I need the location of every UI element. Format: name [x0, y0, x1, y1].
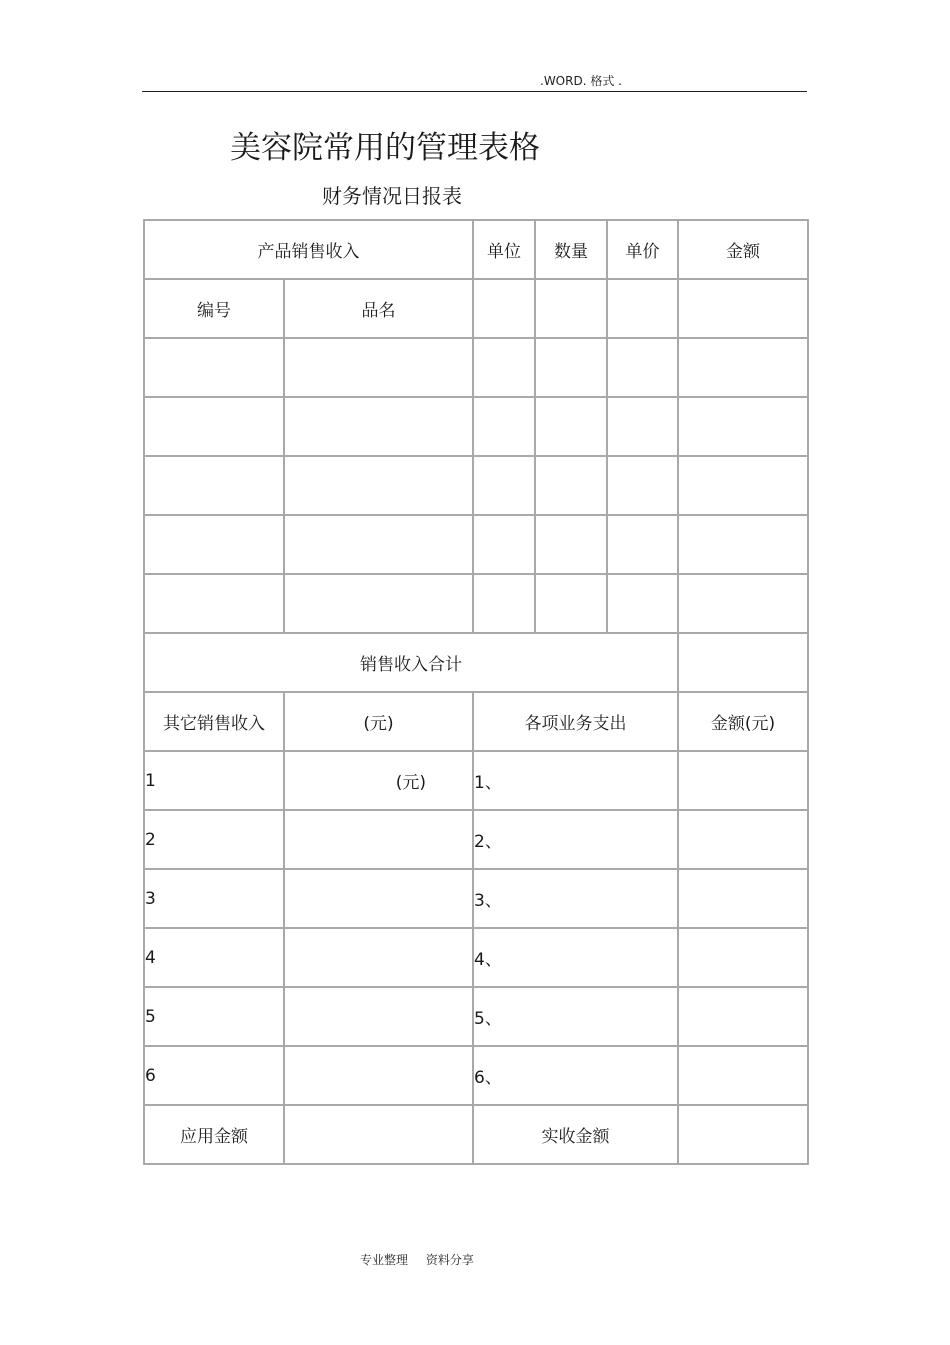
table-cell[interactable]: [535, 456, 607, 515]
header-other-sales: 其它销售收入: [144, 692, 284, 751]
totals-row: [144, 1105, 808, 1164]
due-amount-cell[interactable]: [284, 1105, 473, 1164]
table-cell[interactable]: [473, 574, 535, 633]
table-header-row: [144, 220, 808, 279]
row-number: 5: [144, 987, 284, 1046]
row-number: 2: [144, 810, 284, 869]
header-mark: .WORD. 格式 .: [540, 74, 622, 88]
table-cell[interactable]: [607, 397, 678, 456]
table-cell[interactable]: [473, 515, 535, 574]
row-yuan-cell[interactable]: [284, 928, 473, 987]
sales-total-row: [144, 633, 808, 692]
page-footer: 专业整理 资料分享: [360, 1253, 474, 1267]
expense-item[interactable]: 3、: [473, 869, 678, 928]
row-yuan-cell[interactable]: [284, 869, 473, 928]
header-rule: [142, 91, 807, 92]
table-cell[interactable]: [284, 456, 473, 515]
expense-item[interactable]: 2、: [473, 810, 678, 869]
expense-amount-cell[interactable]: [678, 869, 808, 928]
table-cell[interactable]: [473, 338, 535, 397]
header-code: 编号: [144, 279, 284, 338]
header-amount: 金额: [678, 220, 808, 279]
table-row: [144, 338, 808, 397]
row-yuan-cell[interactable]: [284, 1046, 473, 1105]
table-cell[interactable]: [678, 279, 808, 338]
table-row: [144, 574, 808, 633]
header-amount-yuan: 金额(元): [678, 692, 808, 751]
table-cell[interactable]: [284, 338, 473, 397]
table-cell[interactable]: [473, 397, 535, 456]
table-cell[interactable]: [144, 574, 284, 633]
table-subheader-row: [144, 279, 808, 338]
table-cell[interactable]: [144, 397, 284, 456]
due-amount-label: 应用金额: [144, 1105, 284, 1164]
table-cell[interactable]: [473, 279, 535, 338]
table-cell[interactable]: [607, 515, 678, 574]
table-row: [144, 987, 808, 1046]
table-cell[interactable]: [607, 456, 678, 515]
expense-amount-cell[interactable]: [678, 810, 808, 869]
expense-item[interactable]: 6、: [473, 1046, 678, 1105]
table-cell[interactable]: [535, 397, 607, 456]
table-cell[interactable]: [284, 397, 473, 456]
header-product-sales: 产品销售收入: [144, 220, 473, 279]
table-row: [144, 751, 808, 810]
table-cell[interactable]: [535, 279, 607, 338]
header-quantity: 数量: [535, 220, 607, 279]
sales-total-label: 销售收入合计: [144, 633, 678, 692]
table-cell[interactable]: [284, 515, 473, 574]
header-unit: 单位: [473, 220, 535, 279]
expense-amount-cell[interactable]: [678, 928, 808, 987]
table-cell[interactable]: [678, 338, 808, 397]
row-yuan-cell[interactable]: (元): [284, 751, 473, 810]
page-subtitle: 财务情况日报表: [322, 184, 462, 208]
row-number: 6: [144, 1046, 284, 1105]
received-amount-cell[interactable]: [678, 1105, 808, 1164]
row-yuan-cell[interactable]: [284, 987, 473, 1046]
table-cell[interactable]: [678, 515, 808, 574]
table-cell[interactable]: [607, 574, 678, 633]
table-cell[interactable]: [144, 338, 284, 397]
table-row: [144, 456, 808, 515]
header-unit-price: 单价: [607, 220, 678, 279]
table-cell[interactable]: [678, 397, 808, 456]
table-row: [144, 1046, 808, 1105]
other-header-row: [144, 692, 808, 751]
table-cell[interactable]: [284, 574, 473, 633]
table-cell[interactable]: [607, 338, 678, 397]
table-row: [144, 928, 808, 987]
header-product-name: 品名: [284, 279, 473, 338]
table-cell[interactable]: [144, 456, 284, 515]
row-number: 1: [144, 751, 284, 810]
expense-item[interactable]: 5、: [473, 987, 678, 1046]
expense-item[interactable]: 1、: [473, 751, 678, 810]
table-row: [144, 397, 808, 456]
sales-total-amount-cell[interactable]: [678, 633, 808, 692]
finance-daily-table: [143, 219, 809, 1165]
expense-amount-cell[interactable]: [678, 751, 808, 810]
header-expenses: 各项业务支出: [473, 692, 678, 751]
header-yuan: (元): [284, 692, 473, 751]
table-cell[interactable]: [678, 574, 808, 633]
table-row: [144, 515, 808, 574]
row-yuan-cell[interactable]: [284, 810, 473, 869]
table-cell[interactable]: [535, 338, 607, 397]
table-cell[interactable]: [535, 515, 607, 574]
row-number: 4: [144, 928, 284, 987]
expense-amount-cell[interactable]: [678, 987, 808, 1046]
table-row: [144, 810, 808, 869]
expense-item[interactable]: 4、: [473, 928, 678, 987]
table-cell[interactable]: [535, 574, 607, 633]
table-row: [144, 869, 808, 928]
received-amount-label: 实收金额: [473, 1105, 678, 1164]
row-number: 3: [144, 869, 284, 928]
table-cell[interactable]: [678, 456, 808, 515]
table-cell[interactable]: [473, 456, 535, 515]
table-cell[interactable]: [607, 279, 678, 338]
table-cell[interactable]: [144, 515, 284, 574]
page-title: 美容院常用的管理表格: [230, 130, 540, 166]
expense-amount-cell[interactable]: [678, 1046, 808, 1105]
